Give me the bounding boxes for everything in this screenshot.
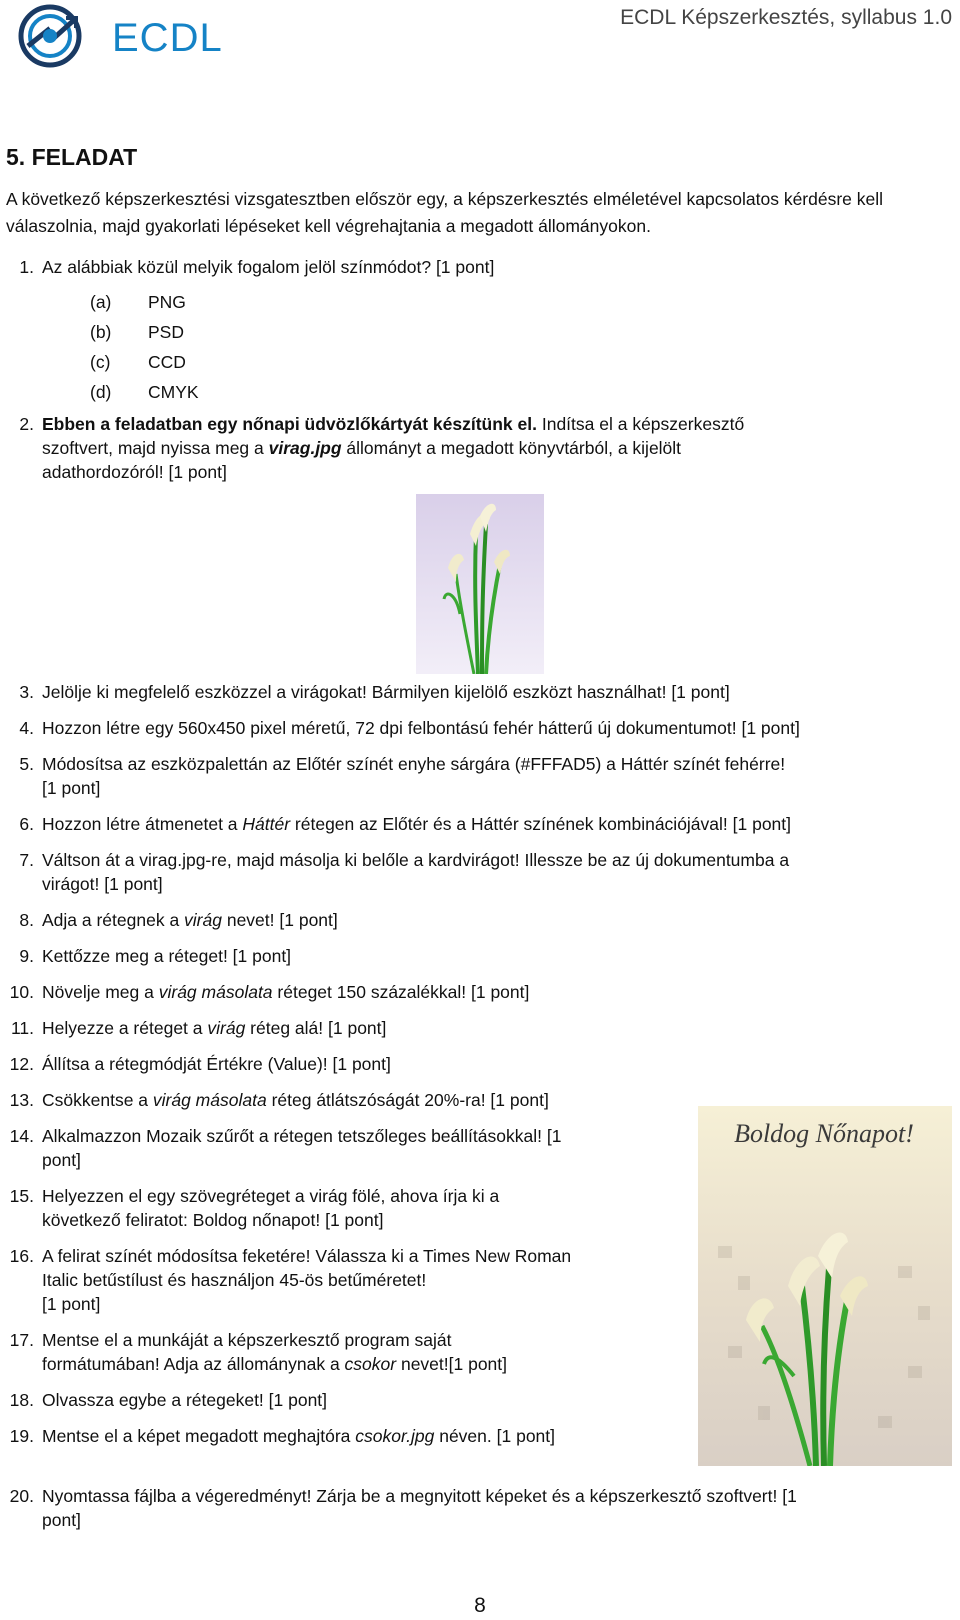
text-part: szoftvert, majd nyissa meg a <box>42 438 269 458</box>
section-title: 5. FELADAT <box>6 144 138 170</box>
question-text: Hozzon létre egy 560x450 pixel méretű, 72 dpi felbontású fehér hátterű új dokumentumot! [1 pont] <box>42 718 800 738</box>
text-part: Növelje meg a <box>42 982 159 1002</box>
italic-term: Háttér <box>242 814 291 834</box>
question-number: 19. <box>9 1426 34 1446</box>
question-number: 7. <box>19 850 34 870</box>
question-text: A felirat színét módosítsa feketére! Válassza ki a Times New Roman <box>42 1246 572 1266</box>
greeting-card-image <box>698 1106 952 1466</box>
option-letter: (a) <box>90 292 112 312</box>
question-text: Alkalmazzon Mozaik szűrőt a rétegen tetszőleges beállításokkal! [1 <box>42 1126 562 1146</box>
text-part: nevet![1 pont] <box>396 1354 508 1374</box>
question-text-line2: Italic betűstílust és használjon 45-ös betűméretet! <box>42 1270 427 1290</box>
question-text <box>42 1016 386 1040</box>
question-2 <box>0 412 930 484</box>
page-number: 8 <box>474 1594 486 1617</box>
question-text: Az alábbiak közül melyik fogalom jelöl színmódot? [1 pont] <box>42 257 495 277</box>
question-text <box>42 1424 555 1448</box>
question-text: Nyomtassa fájlba a végeredményt! Zárja be a megnyitott képeket és a képszerkesztő szoftvert! [1 <box>42 1486 797 1506</box>
italic-term: virág <box>184 910 222 930</box>
ecdl-globe-icon <box>14 2 94 70</box>
question-text: Módosítsa az eszközpalettán az Előtér színét enyhe sárgára (#FFFAD5) a Háttér színét fehérre! <box>42 754 786 774</box>
question-text <box>42 980 529 1004</box>
option-letter: (b) <box>90 322 112 342</box>
question-number: 2. <box>19 414 34 434</box>
text-part: rétegen az Előtér és a Háttér színének kombinációjával! [1 pont] <box>290 814 792 834</box>
text-part: néven. [1 pont] <box>434 1426 556 1446</box>
text-part: réteget 150 százalékkal! [1 pont] <box>272 982 530 1002</box>
question-text-line3: adathordozóról! [1 pont] <box>42 462 227 482</box>
question-number: 9. <box>19 946 34 966</box>
bold-text: Ebben a feladatban egy nőnapi üdvözlőkártyát készítünk el. <box>42 414 537 434</box>
document-title: ECDL Képszerkesztés, syllabus 1.0 <box>620 6 952 29</box>
question-text <box>42 812 791 836</box>
option-value: PNG <box>148 292 186 312</box>
logo-text: ECDL <box>112 16 223 60</box>
question-number: 5. <box>19 754 34 774</box>
question-number: 1. <box>19 257 34 277</box>
question-number: 12. <box>9 1054 34 1074</box>
option-letter: (d) <box>90 382 112 402</box>
option-value: PSD <box>148 322 184 342</box>
question-number: 3. <box>19 682 34 702</box>
text-part: Adja a rétegnek a <box>42 910 185 930</box>
text-part: réteg alá! [1 pont] <box>245 1018 387 1038</box>
question-number: 17. <box>9 1330 34 1350</box>
question-number: 4. <box>19 718 34 738</box>
filename: virag.jpg <box>268 438 342 458</box>
question-text: Helyezzen el egy szövegréteget a virág fölé, ahova írja ki a <box>42 1186 500 1206</box>
intro-paragraph: A következő képszerkesztési vizsgatesztben először egy, a képszerkesztés elméletével kapcsolatos kérdésre kell válaszolnia, majd gyakorlati lépéseket kell végrehajtania a megadott állományokon. <box>6 189 884 236</box>
question-text: Állítsa a rétegmódját Értékre (Value)! [1 pont] <box>42 1054 391 1074</box>
question-text: Váltson át a virag.jpg-re, majd másolja ki belőle a kardvirágot! Illessze be az új dokumentumba a <box>42 850 790 870</box>
text-part: formátumában! Adja az állománynak a <box>42 1354 345 1374</box>
question-text: Kettőzze meg a réteget! [1 pont] <box>42 946 292 966</box>
text-part: Mentse el a képet megadott meghajtóra <box>42 1426 356 1446</box>
question-text <box>42 412 744 436</box>
option-letter: (c) <box>90 352 111 372</box>
question-text: Mentse el a munkáját a képszerkesztő program saját <box>42 1330 452 1350</box>
calla-lily-image <box>416 494 544 674</box>
question-text-line3: [1 pont] <box>42 1294 101 1314</box>
question-text-line2: következő feliratot: Boldog nőnapot! [1 pont] <box>42 1210 384 1230</box>
question-text-line2: [1 pont] <box>42 778 101 798</box>
italic-term: csokor.jpg <box>355 1426 435 1446</box>
text-part: állományt a megadott könyvtárból, a kijelölt <box>341 438 682 458</box>
question-text-line2 <box>42 436 681 460</box>
ecdl-logo <box>14 2 223 70</box>
question-number: 20. <box>9 1486 34 1506</box>
italic-term: csokor <box>344 1354 397 1374</box>
text-part: réteg átlátszóságát 20%-ra! [1 pont] <box>266 1090 549 1110</box>
italic-term: virág másolata <box>158 982 273 1002</box>
option-value: CCD <box>148 352 186 372</box>
question-number: 18. <box>9 1390 34 1410</box>
italic-term: virág <box>207 1018 246 1038</box>
question-number: 6. <box>19 814 34 834</box>
question-text <box>42 1088 549 1112</box>
question-text <box>42 908 338 932</box>
question-text-line2 <box>42 1352 507 1376</box>
text-part: Csökkentse a <box>42 1090 153 1110</box>
text-part: nevet! [1 pont] <box>221 910 338 930</box>
option-value: CMYK <box>148 382 199 402</box>
text-part: Indítsa el a képszerkesztő <box>536 414 745 434</box>
question-text: Jelölje ki megfelelő eszközzel a virágokat! Bármilyen kijelölő eszközt használhat! [1 pont] <box>42 682 730 702</box>
question-number: 14. <box>9 1126 34 1146</box>
question-number: 10. <box>9 982 34 1002</box>
text-part: Hozzon létre átmenetet a <box>42 814 243 834</box>
text-part: Helyezze a réteget a <box>42 1018 208 1038</box>
question-text: Olvassza egybe a rétegeket! [1 pont] <box>42 1390 328 1410</box>
question-text-line2: pont] <box>42 1510 81 1530</box>
question-number: 13. <box>9 1090 34 1110</box>
italic-term: virág másolata <box>152 1090 267 1110</box>
question-number: 11. <box>10 1018 34 1038</box>
question-text-line2: virágot! [1 pont] <box>42 874 163 894</box>
question-number: 15. <box>9 1186 34 1206</box>
question-text-line2: pont] <box>42 1150 81 1170</box>
question-number: 16. <box>9 1246 34 1266</box>
card-greeting-text: Boldog Nőnapot! <box>734 1119 914 1148</box>
question-number: 8. <box>19 910 34 930</box>
